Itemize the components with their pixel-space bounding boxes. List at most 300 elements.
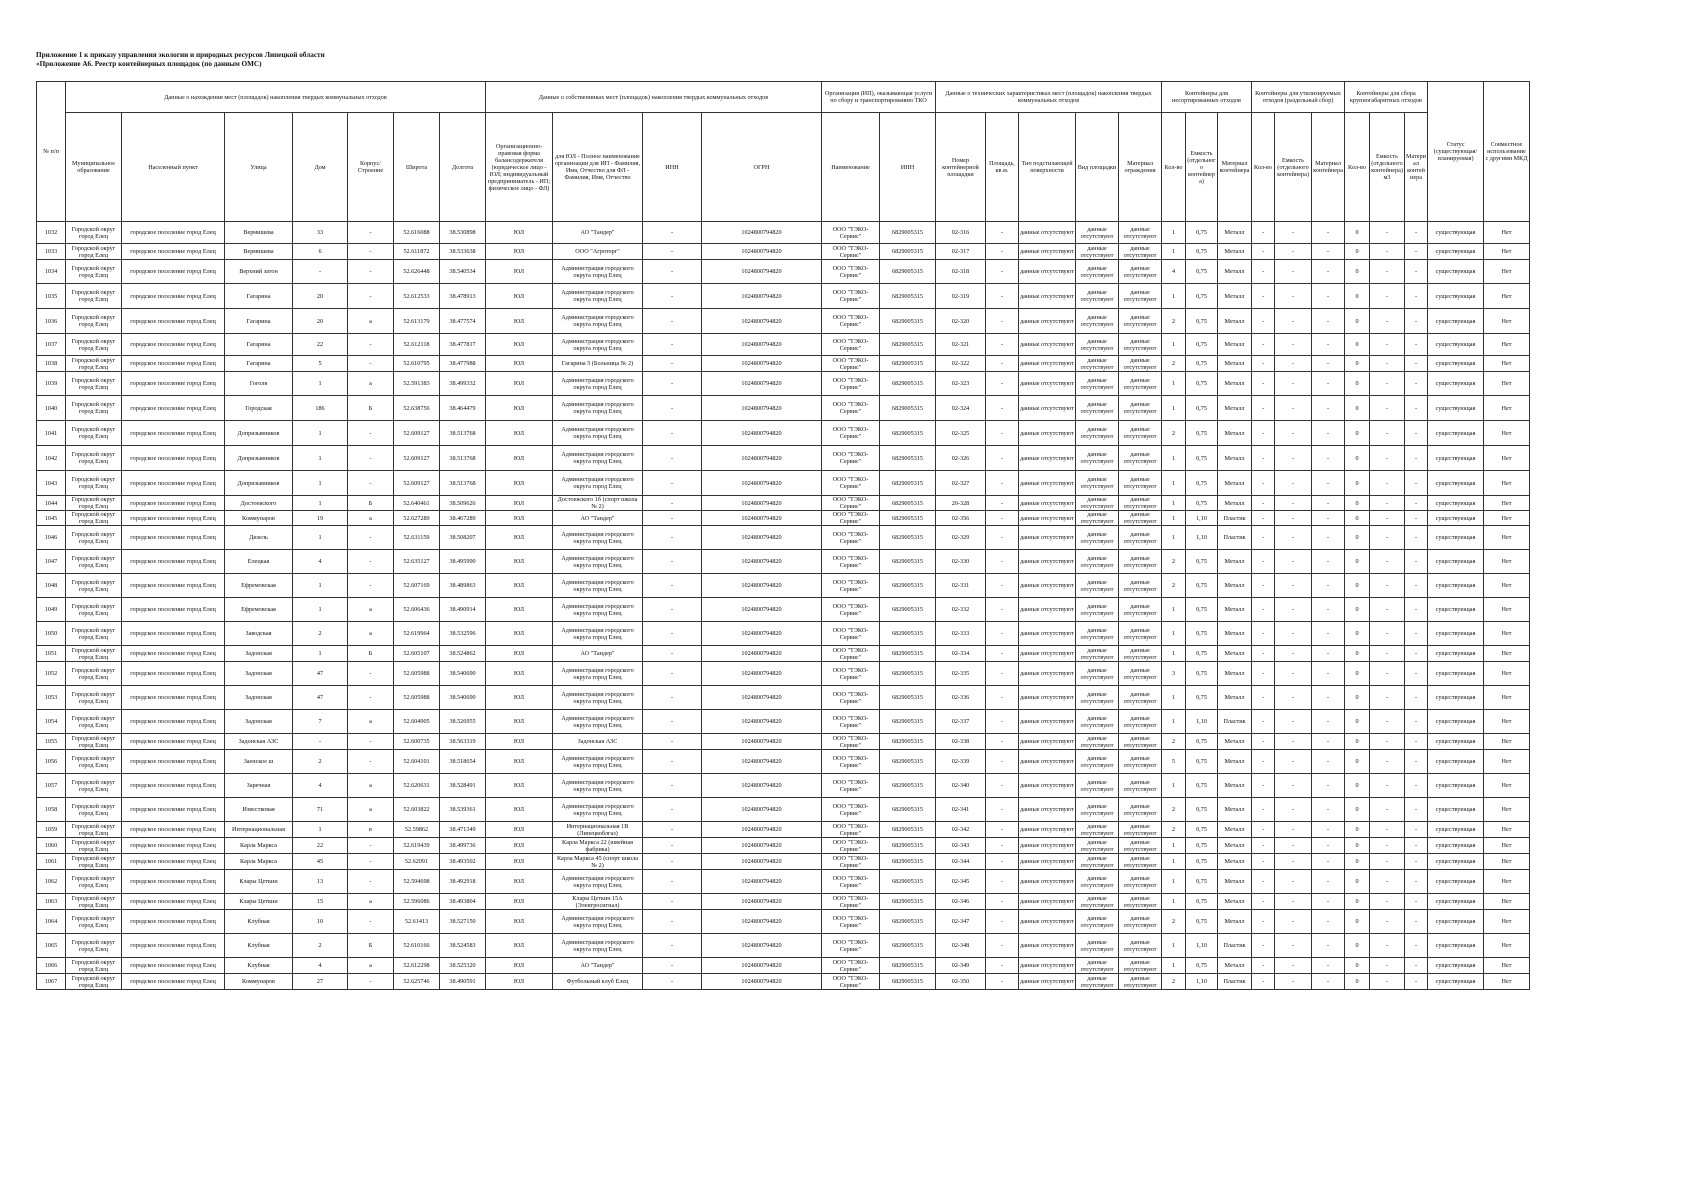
table-cell: 52.61413 bbox=[394, 910, 440, 934]
table-cell: ООО "ТЭКО-Сервис" bbox=[822, 309, 880, 334]
table-cell: - bbox=[1312, 356, 1345, 372]
table-cell: городское поселение город Елец bbox=[122, 838, 225, 854]
table-cell: 2 bbox=[1162, 822, 1186, 838]
table-cell: - bbox=[643, 854, 702, 870]
table-cell: 1024800794820 bbox=[702, 550, 822, 574]
table-cell: 0,75 bbox=[1186, 334, 1218, 356]
col-owner-name: для ЮЛ - Полное наименование организации для ИП - Фамилия, Имя, Отчество для ФЛ - Фамилия, Имя, Отчество bbox=[553, 113, 643, 222]
table-cell: данные отсутствуют bbox=[1119, 854, 1162, 870]
table-cell: - bbox=[1312, 710, 1345, 734]
table-cell: АО "Тандер" bbox=[553, 222, 643, 244]
table-cell: городское поселение город Елец bbox=[122, 750, 225, 774]
table-cell: Металл bbox=[1218, 646, 1252, 662]
table-cell: - bbox=[1405, 396, 1428, 421]
table-cell: - bbox=[348, 334, 394, 356]
table-cell: 6829005315 bbox=[880, 686, 936, 710]
table-cell: 2 bbox=[1162, 798, 1186, 822]
table-cell: - bbox=[1275, 822, 1312, 838]
table-cell: 1024800794820 bbox=[702, 622, 822, 646]
table-cell: ЮЛ bbox=[486, 774, 553, 798]
table-cell: ООО "Агроторг" bbox=[553, 244, 643, 260]
table-cell: Нет bbox=[1484, 646, 1530, 662]
table-cell: - bbox=[1405, 446, 1428, 471]
table-cell: 1 bbox=[1162, 396, 1186, 421]
table-cell: Нет bbox=[1484, 446, 1530, 471]
group-unsorted-containers: Контейнеры для несортированных отходов bbox=[1162, 82, 1252, 113]
table-cell: данные отсутствуют bbox=[1119, 910, 1162, 934]
table-cell: ООО "ТЭКО-Сервис" bbox=[822, 774, 880, 798]
table-cell: ЮЛ bbox=[486, 550, 553, 574]
table-cell: 6829005315 bbox=[880, 774, 936, 798]
table-cell: - bbox=[1312, 910, 1345, 934]
table-cell: - bbox=[1370, 244, 1405, 260]
table-cell: 6829005315 bbox=[880, 334, 936, 356]
table-cell: - bbox=[643, 574, 702, 598]
table-cell: 38.525320 bbox=[440, 958, 486, 974]
table-cell: Нет bbox=[1484, 309, 1530, 334]
table-cell: - bbox=[643, 334, 702, 356]
table-cell: Администрация городского округа город Елец bbox=[553, 446, 643, 471]
table-cell: - bbox=[1252, 750, 1275, 774]
table-cell: 1024800794820 bbox=[702, 446, 822, 471]
table-cell: данные отсутствуют bbox=[1019, 550, 1076, 574]
table-cell: - bbox=[1405, 511, 1428, 526]
table-cell: 5 bbox=[293, 356, 348, 372]
table-cell: 1024800794820 bbox=[702, 822, 822, 838]
table-cell: - bbox=[986, 284, 1019, 309]
table-cell: 1 bbox=[1162, 598, 1186, 622]
table-cell: данные отсутствуют bbox=[1076, 356, 1119, 372]
table-cell: 5 bbox=[1162, 750, 1186, 774]
table-cell: - bbox=[1252, 244, 1275, 260]
table-cell: городское поселение город Елец bbox=[122, 798, 225, 822]
table-cell: 38.490914 bbox=[440, 598, 486, 622]
table-cell: данные отсутствуют bbox=[1119, 260, 1162, 284]
table-cell: - bbox=[1312, 471, 1345, 496]
table-cell: данные отсутствуют bbox=[1076, 662, 1119, 686]
table-cell: 1055 bbox=[37, 734, 66, 750]
table-cell: ООО "ТЭКО-Сервис" bbox=[822, 421, 880, 446]
table-cell: - bbox=[1275, 870, 1312, 894]
table-cell: данные отсутствуют bbox=[1019, 260, 1076, 284]
table-cell: Администрация городского округа город Елец bbox=[553, 934, 643, 958]
table-cell: 0,75 bbox=[1186, 421, 1218, 446]
table-cell: 2 bbox=[1162, 574, 1186, 598]
table-cell: 6829005315 bbox=[880, 372, 936, 396]
table-cell: данные отсутствуют bbox=[1076, 526, 1119, 550]
table-cell: ООО "ТЭКО-Сервис" bbox=[822, 854, 880, 870]
table-cell: 0 bbox=[1345, 222, 1370, 244]
table-cell: Клары Цеткин bbox=[225, 894, 293, 910]
table-cell: 38.540690 bbox=[440, 662, 486, 686]
table-cell: Пластик bbox=[1218, 526, 1252, 550]
table-cell: существующая bbox=[1428, 958, 1484, 974]
table-cell: Клары Цеткин bbox=[225, 870, 293, 894]
table-cell: Городской округ город Елец bbox=[66, 446, 122, 471]
table-cell: - bbox=[1312, 284, 1345, 309]
table-cell: 0 bbox=[1345, 974, 1370, 990]
table-cell: 52.616088 bbox=[394, 222, 440, 244]
table-cell: 0 bbox=[1345, 838, 1370, 854]
table-cell: 1054 bbox=[37, 710, 66, 734]
table-cell: Металл bbox=[1218, 894, 1252, 910]
table-cell: - bbox=[1370, 854, 1405, 870]
table-cell: - bbox=[986, 356, 1019, 372]
table-cell: городское поселение город Елец bbox=[122, 662, 225, 686]
table-row bbox=[37, 260, 1530, 284]
table-cell: Гагарина bbox=[225, 334, 293, 356]
table-cell: - bbox=[1312, 822, 1345, 838]
table-cell: - bbox=[1275, 934, 1312, 958]
table-cell: данные отсутствуют bbox=[1076, 646, 1119, 662]
table-cell: - bbox=[348, 974, 394, 990]
table-cell: существующая bbox=[1428, 372, 1484, 396]
table-cell: Нет bbox=[1484, 822, 1530, 838]
table-cell: данные отсутствуют bbox=[1119, 870, 1162, 894]
table-cell: 0 bbox=[1345, 854, 1370, 870]
table-cell: ООО "ТЭКО-Сервис" bbox=[822, 574, 880, 598]
table-cell: 1 bbox=[293, 372, 348, 396]
table-cell: 6829005315 bbox=[880, 646, 936, 662]
table-cell: Пластик bbox=[1218, 710, 1252, 734]
table-cell: 1036 bbox=[37, 309, 66, 334]
table-cell: 6829005315 bbox=[880, 662, 936, 686]
table-cell: существующая bbox=[1428, 710, 1484, 734]
table-cell: данные отсутствуют bbox=[1076, 396, 1119, 421]
table-cell: Городской округ город Елец bbox=[66, 870, 122, 894]
table-cell: 1024800794820 bbox=[702, 686, 822, 710]
table-cell: 1049 bbox=[37, 598, 66, 622]
table-cell: 1050 bbox=[37, 622, 66, 646]
table-cell: - bbox=[1370, 526, 1405, 550]
table-cell: 6829005315 bbox=[880, 550, 936, 574]
table-cell: ЮЛ bbox=[486, 244, 553, 260]
table-cell: - bbox=[1405, 372, 1428, 396]
table-cell: - bbox=[348, 471, 394, 496]
table-cell: Городской округ город Елец bbox=[66, 974, 122, 990]
table-cell: - bbox=[986, 662, 1019, 686]
table-cell: городское поселение город Елец bbox=[122, 496, 225, 511]
table-cell: - bbox=[1405, 894, 1428, 910]
table-cell: Пластик bbox=[1218, 974, 1252, 990]
table-cell: - bbox=[1275, 334, 1312, 356]
table-row bbox=[37, 870, 1530, 894]
table-cell: 0,75 bbox=[1186, 309, 1218, 334]
table-cell: Администрация городского округа город Елец bbox=[553, 550, 643, 574]
table-cell: 1044 bbox=[37, 496, 66, 511]
table-cell: Металл bbox=[1218, 284, 1252, 309]
table-cell: существующая bbox=[1428, 662, 1484, 686]
table-cell: - bbox=[348, 838, 394, 854]
table-cell: 1063 bbox=[37, 894, 66, 910]
col-latitude: Широта bbox=[394, 113, 440, 222]
table-cell: - bbox=[986, 894, 1019, 910]
table-cell: Карла Маркса bbox=[225, 838, 293, 854]
table-cell: данные отсутствуют bbox=[1119, 686, 1162, 710]
table-cell: 1052 bbox=[37, 662, 66, 686]
table-cell: 0 bbox=[1345, 774, 1370, 798]
table-cell: 1 bbox=[293, 471, 348, 496]
table-cell: ЮЛ bbox=[486, 822, 553, 838]
table-cell: - bbox=[348, 686, 394, 710]
table-cell: 52.613179 bbox=[394, 309, 440, 334]
table-cell: существующая bbox=[1428, 446, 1484, 471]
table-cell: 0,75 bbox=[1186, 471, 1218, 496]
table-cell: Коммунаров bbox=[225, 974, 293, 990]
table-cell: - bbox=[643, 526, 702, 550]
table-cell: Городской округ город Елец bbox=[66, 471, 122, 496]
table-cell: 2 bbox=[1162, 309, 1186, 334]
table-cell: 6829005315 bbox=[880, 284, 936, 309]
table-cell: Задонская bbox=[225, 686, 293, 710]
table-cell: Городской округ город Елец bbox=[66, 774, 122, 798]
table-cell: 02-326 bbox=[936, 446, 986, 471]
table-cell: - bbox=[1405, 934, 1428, 958]
table-cell: - bbox=[348, 574, 394, 598]
table-cell: 52.610166 bbox=[394, 934, 440, 958]
table-cell: - bbox=[348, 446, 394, 471]
table-cell: - bbox=[1275, 838, 1312, 854]
table-cell: Металл bbox=[1218, 446, 1252, 471]
table-cell: - bbox=[1370, 356, 1405, 372]
table-cell: данные отсутствуют bbox=[1119, 822, 1162, 838]
table-cell: Городской округ город Елец bbox=[66, 934, 122, 958]
table-cell: 20 bbox=[293, 284, 348, 309]
table-cell: 0,75 bbox=[1186, 910, 1218, 934]
table-cell: 38.477574 bbox=[440, 309, 486, 334]
table-cell: 0,75 bbox=[1186, 496, 1218, 511]
table-row bbox=[37, 511, 1530, 526]
table-cell: 1 bbox=[1162, 838, 1186, 854]
table-cell: данные отсутствуют bbox=[1076, 511, 1119, 526]
table-cell: данные отсутствуют bbox=[1019, 471, 1076, 496]
table-cell: 0,75 bbox=[1186, 734, 1218, 750]
table-cell: - bbox=[1252, 284, 1275, 309]
table-cell: - bbox=[1252, 774, 1275, 798]
group-tech: Данные о технических характеристиках мест (площадок) накопления твердых коммунальных отходов bbox=[936, 82, 1162, 113]
table-cell: данные отсутствуют bbox=[1119, 356, 1162, 372]
table-cell: Б bbox=[348, 496, 394, 511]
table-row bbox=[37, 526, 1530, 550]
table-cell: Городской округ город Елец bbox=[66, 334, 122, 356]
table-cell: Городской округ город Елец bbox=[66, 222, 122, 244]
table-cell: - bbox=[1370, 396, 1405, 421]
table-cell: городское поселение город Елец bbox=[122, 356, 225, 372]
table-cell: Б bbox=[348, 396, 394, 421]
table-cell: - bbox=[1370, 822, 1405, 838]
table-cell: 6829005315 bbox=[880, 934, 936, 958]
table-cell: Администрация городского округа город Елец bbox=[553, 526, 643, 550]
table-cell: - bbox=[1275, 356, 1312, 372]
table-cell: 38.477817 bbox=[440, 334, 486, 356]
table-cell: - bbox=[1275, 798, 1312, 822]
table-cell: существующая bbox=[1428, 334, 1484, 356]
table-cell: - bbox=[1370, 646, 1405, 662]
table-cell: - bbox=[348, 260, 394, 284]
table-cell: ЮЛ bbox=[486, 471, 553, 496]
table-cell: ЮЛ bbox=[486, 334, 553, 356]
table-cell: данные отсутствуют bbox=[1119, 244, 1162, 260]
table-cell: Нет bbox=[1484, 974, 1530, 990]
table-cell: ЮЛ bbox=[486, 838, 553, 854]
table-cell: - bbox=[986, 798, 1019, 822]
table-cell: 52.619964 bbox=[394, 622, 440, 646]
table-cell: данные отсутствуют bbox=[1119, 734, 1162, 750]
table-cell: 0,75 bbox=[1186, 774, 1218, 798]
table-cell: данные отсутствуют bbox=[1119, 646, 1162, 662]
table-cell: данные отсутствуют bbox=[1019, 974, 1076, 990]
table-cell: Гагарина bbox=[225, 309, 293, 334]
table-row bbox=[37, 854, 1530, 870]
table-cell: 02-334 bbox=[936, 646, 986, 662]
table-cell: Городской округ город Елец bbox=[66, 356, 122, 372]
table-cell: Городской округ город Елец bbox=[66, 710, 122, 734]
table-cell: данные отсутствуют bbox=[1019, 686, 1076, 710]
table-cell: Администрация городского округа город Елец bbox=[553, 750, 643, 774]
table-cell: - bbox=[986, 750, 1019, 774]
table-cell: Нет bbox=[1484, 958, 1530, 974]
table-cell: ЮЛ bbox=[486, 958, 553, 974]
table-cell: Заречная bbox=[225, 774, 293, 798]
table-cell: данные отсутствуют bbox=[1019, 774, 1076, 798]
table-cell: городское поселение город Елец bbox=[122, 870, 225, 894]
table-cell: данные отсутствуют bbox=[1119, 496, 1162, 511]
table-cell: - bbox=[1275, 710, 1312, 734]
table-cell: 0,75 bbox=[1186, 894, 1218, 910]
table-cell: - bbox=[1370, 894, 1405, 910]
table-cell: Нет bbox=[1484, 372, 1530, 396]
table-cell: данные отсутствуют bbox=[1076, 622, 1119, 646]
table-row bbox=[37, 958, 1530, 974]
table-cell: Нет bbox=[1484, 662, 1530, 686]
table-cell: 0 bbox=[1345, 309, 1370, 334]
table-cell: 6829005315 bbox=[880, 421, 936, 446]
table-cell: Администрация городского округа город Елец bbox=[553, 910, 643, 934]
table-cell: Городской округ город Елец bbox=[66, 958, 122, 974]
table-cell: 1058 bbox=[37, 798, 66, 822]
table-cell: данные отсутствуют bbox=[1019, 372, 1076, 396]
table-cell: Металл bbox=[1218, 421, 1252, 446]
table-cell: 1 bbox=[1162, 646, 1186, 662]
table-cell: ЮЛ bbox=[486, 798, 553, 822]
table-cell: 1,10 bbox=[1186, 974, 1218, 990]
table-cell: 6829005315 bbox=[880, 222, 936, 244]
table-cell: Администрация городского округа город Елец bbox=[553, 662, 643, 686]
table-cell: 38.467289 bbox=[440, 511, 486, 526]
table-cell: АО "Тандер" bbox=[553, 511, 643, 526]
table-cell: 2 bbox=[293, 622, 348, 646]
table-cell: Клубная bbox=[225, 958, 293, 974]
table-cell: 02-336 bbox=[936, 686, 986, 710]
table-cell: данные отсутствуют bbox=[1076, 974, 1119, 990]
table-cell: 38.490591 bbox=[440, 974, 486, 990]
table-cell: 6829005315 bbox=[880, 511, 936, 526]
table-cell: Нет bbox=[1484, 222, 1530, 244]
table-cell: 1024800794820 bbox=[702, 646, 822, 662]
table-cell: Пластик bbox=[1218, 934, 1252, 958]
table-cell: Городской округ город Елец bbox=[66, 662, 122, 686]
table-cell: 0,75 bbox=[1186, 686, 1218, 710]
table-cell: АО "Тандер" bbox=[553, 646, 643, 662]
table-cell: - bbox=[1370, 710, 1405, 734]
table-cell: а bbox=[348, 309, 394, 334]
table-cell: 1034 bbox=[37, 260, 66, 284]
table-row bbox=[37, 934, 1530, 958]
table-cell: - bbox=[643, 496, 702, 511]
table-cell: данные отсутствуют bbox=[1119, 974, 1162, 990]
col-material-bulky: Материал контейнера bbox=[1405, 113, 1428, 222]
table-cell: данные отсутствуют bbox=[1019, 710, 1076, 734]
table-cell: существующая bbox=[1428, 421, 1484, 446]
table-cell: - bbox=[1405, 734, 1428, 750]
table-cell: а bbox=[348, 894, 394, 910]
table-cell: данные отсутствуют bbox=[1119, 372, 1162, 396]
table-cell: - bbox=[643, 958, 702, 974]
table-cell: 38.513768 bbox=[440, 421, 486, 446]
table-row bbox=[37, 496, 1530, 511]
table-cell: 33 bbox=[293, 222, 348, 244]
table-cell: - bbox=[1312, 854, 1345, 870]
table-cell: Металл bbox=[1218, 854, 1252, 870]
table-cell: - bbox=[1370, 622, 1405, 646]
table-row bbox=[37, 662, 1530, 686]
table-cell: данные отсутствуют bbox=[1119, 284, 1162, 309]
table-cell: Администрация городского округа город Елец bbox=[553, 598, 643, 622]
table-cell: данные отсутствуют bbox=[1019, 910, 1076, 934]
table-cell: - bbox=[1275, 854, 1312, 870]
table-cell: - bbox=[1370, 958, 1405, 974]
table-cell: 38.478913 bbox=[440, 284, 486, 309]
table-cell: 0,75 bbox=[1186, 598, 1218, 622]
table-cell: - bbox=[986, 958, 1019, 974]
table-cell: Клубная bbox=[225, 934, 293, 958]
table-cell: Металл bbox=[1218, 356, 1252, 372]
table-cell: ООО "ТЭКО-Сервис" bbox=[822, 550, 880, 574]
table-cell: 1024800794820 bbox=[702, 798, 822, 822]
table-cell: - bbox=[643, 396, 702, 421]
table-cell: данные отсутствуют bbox=[1119, 774, 1162, 798]
table-cell: - bbox=[348, 550, 394, 574]
table-cell: - bbox=[643, 372, 702, 396]
table-cell: существующая bbox=[1428, 396, 1484, 421]
table-cell: 02-317 bbox=[936, 244, 986, 260]
table-cell: Администрация городского округа город Елец bbox=[553, 334, 643, 356]
table-cell: Гагарина bbox=[225, 284, 293, 309]
table-cell: 6829005315 bbox=[880, 854, 936, 870]
table-cell: - bbox=[1405, 822, 1428, 838]
table-cell: 6829005315 bbox=[880, 822, 936, 838]
table-cell: 38.499736 bbox=[440, 838, 486, 854]
table-cell: Гоголя bbox=[225, 372, 293, 396]
table-cell: 71 bbox=[293, 798, 348, 822]
table-row bbox=[37, 471, 1530, 496]
table-cell: - bbox=[1312, 686, 1345, 710]
table-cell: - bbox=[1312, 511, 1345, 526]
table-cell: 02-339 bbox=[936, 750, 986, 774]
table-cell: - bbox=[643, 798, 702, 822]
table-cell: Нет bbox=[1484, 598, 1530, 622]
table-cell: - bbox=[1405, 838, 1428, 854]
table-cell: существующая bbox=[1428, 526, 1484, 550]
table-cell: Металл bbox=[1218, 372, 1252, 396]
table-cell: Администрация городского округа город Елец bbox=[553, 260, 643, 284]
table-cell: 02-338 bbox=[936, 734, 986, 750]
table-cell: Нет bbox=[1484, 471, 1530, 496]
table-cell: - bbox=[1252, 309, 1275, 334]
table-cell: 47 bbox=[293, 662, 348, 686]
table-cell: - bbox=[1312, 372, 1345, 396]
table-cell: Металл bbox=[1218, 798, 1252, 822]
